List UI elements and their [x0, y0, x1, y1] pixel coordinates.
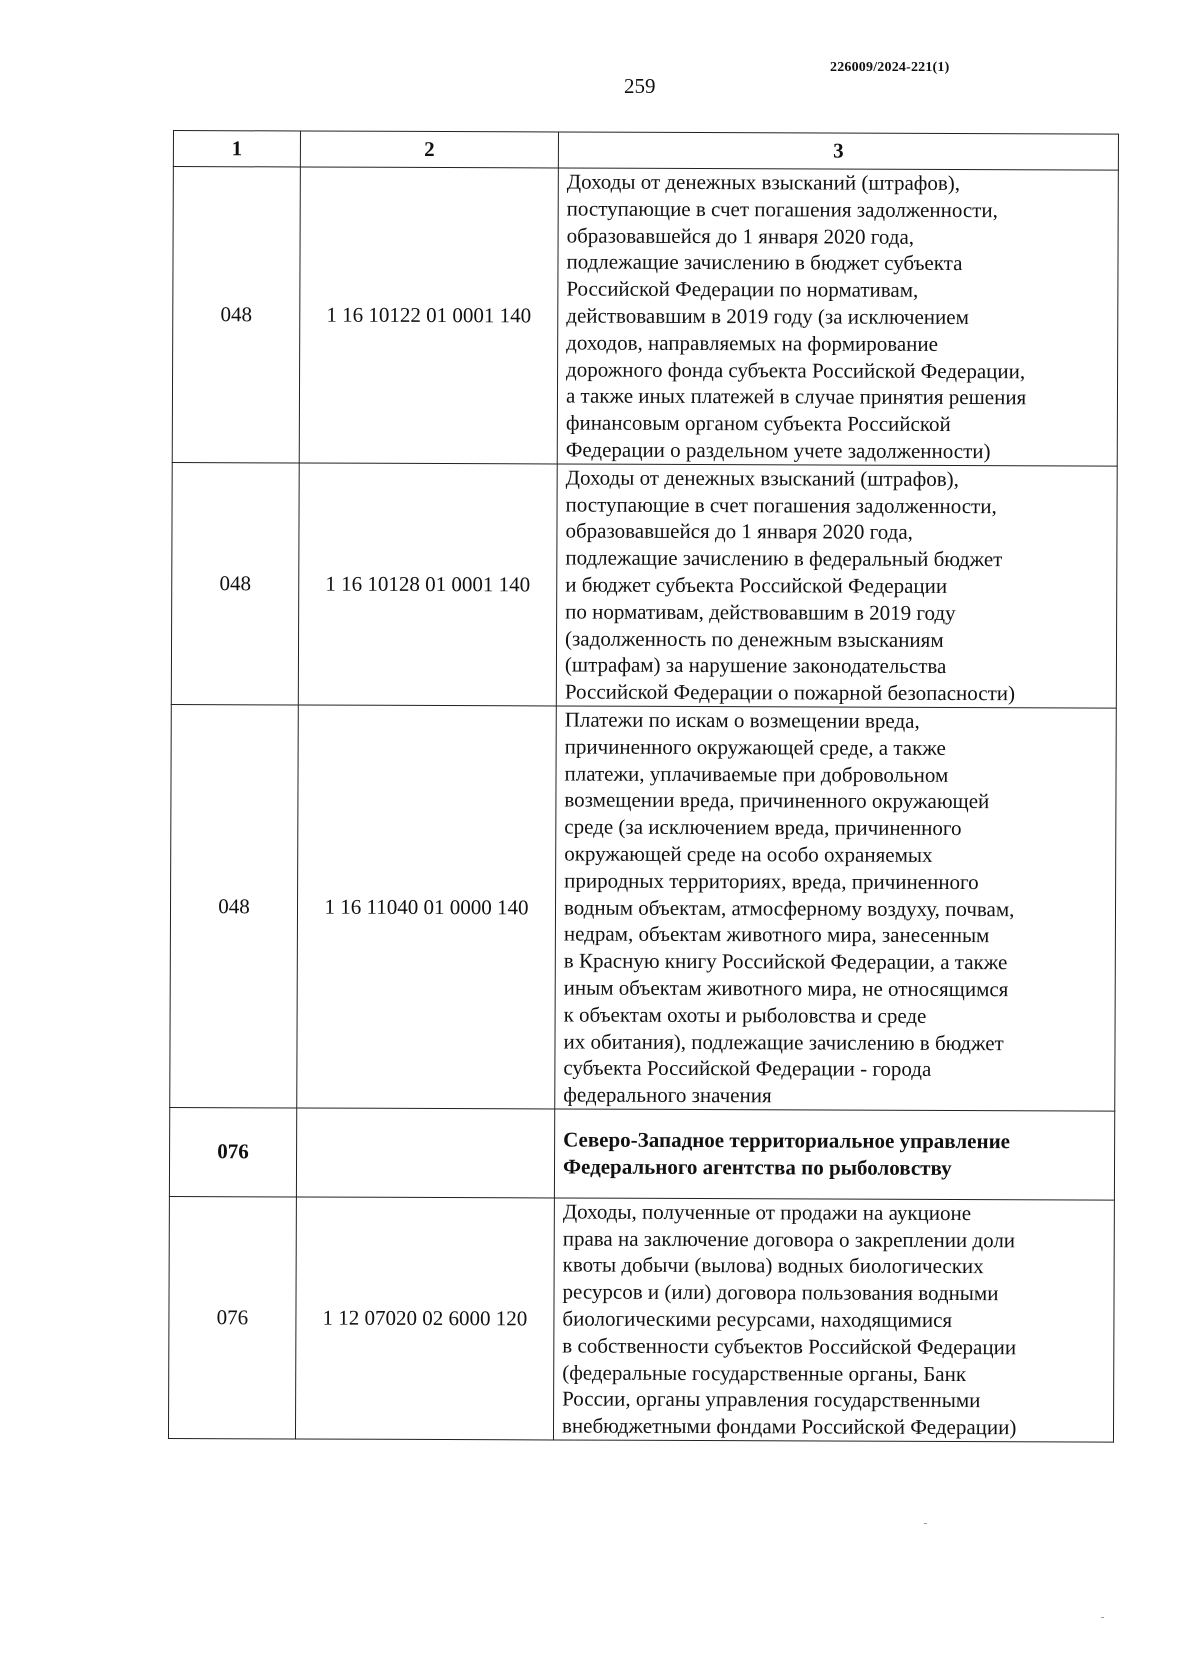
description-line: водным объектам, атмосферному воздуху, почвам, [563, 895, 1015, 921]
description-line: России, органы управления государственными [562, 1386, 981, 1413]
document-registration-number: 226009/2024-221(1) [830, 60, 950, 75]
description-line: Северо-Западное территориальное управление [563, 1127, 1011, 1154]
description-line: дорожного фонда субъекта Российской Федерации, [566, 357, 1026, 383]
description-line: и бюджет субъекта Российской Федерации [565, 572, 948, 598]
page-number: 259 [624, 74, 656, 98]
description-line: причиненного окружающей среде, а также [564, 734, 946, 760]
description-line: окружающей среде на особо охраняемых [564, 841, 933, 867]
description-line: Федерального агентства по рыболовству [562, 1154, 952, 1180]
description-line: Доходы от денежных взысканий (штрафов), [565, 465, 959, 491]
description-line: природных территориях, вреда, причиненного [564, 868, 979, 894]
description-line: действовавшим в 2019 году (за исключением [566, 303, 969, 330]
administrator-code-cell: 048 [172, 167, 300, 463]
description-line: в Красную книгу Российской Федерации, а также [563, 948, 1008, 975]
scan-artifact [924, 1523, 927, 1524]
budget-classification-code-cell: 1 16 10122 01 0001 140 [299, 167, 558, 464]
description-line: возмещении вреда, причиненного окружающей [564, 787, 990, 814]
description-line: Доходы, полученные от продажи на аукционе [562, 1199, 972, 1225]
description-line: ресурсов и (или) договора пользования водными [562, 1279, 999, 1306]
description-line: (задолженность по денежным взысканиям [565, 626, 944, 652]
revenue-description-cell [557, 168, 1118, 466]
table-row [172, 167, 1118, 466]
description-line: а также иных платежей в случае принятия решения [565, 383, 1027, 410]
description-line: Российской Федерации по нормативам, [566, 276, 919, 303]
description-line: внебюджетными фондами Российской Федерации) [561, 1413, 1017, 1440]
description-line: Федерации о раздельном учете задолженности) [565, 437, 991, 464]
description-line: к объектам охоты и рыболовства и среде [563, 1002, 927, 1028]
description-line: Российской Федерации о пожарной безопасности) [564, 679, 1016, 706]
table-body [168, 167, 1118, 1443]
column-header-1: 1 [173, 131, 300, 167]
administrator-code-cell: 048 [170, 704, 299, 1107]
description-line: образовавшейся до 1 января 2020 года, [566, 223, 915, 249]
description-line: права на заключение договора о закреплении доли [562, 1226, 1016, 1252]
scan-artifact [1101, 1617, 1104, 1618]
table-section-heading-row [169, 1107, 1114, 1200]
budget-classification-code-cell: 1 16 11040 01 0000 140 [297, 705, 557, 1109]
description-line: иным объектам животного мира, не относящимся [563, 975, 1009, 1002]
table-row [168, 1196, 1114, 1442]
description-line: образовавшейся до 1 января 2020 года, [565, 518, 913, 545]
budget-classification-code-cell [296, 1108, 554, 1198]
description-line: по нормативам, действовавшим в 2019 году [565, 599, 956, 625]
description-line: субъекта Российской Федерации - города [563, 1055, 932, 1082]
description-line: (федеральные государственные органы, Банк [562, 1360, 967, 1386]
budget-classification-code-cell: 1 16 10128 01 0001 140 [298, 463, 557, 706]
description-line: (штрафам) за нарушение законодательства [564, 652, 947, 679]
column-header-3: 3 [558, 132, 1118, 170]
description-line: поступающие в счет погашения задолженности, [566, 196, 998, 222]
budget-classification-table [168, 130, 1119, 1443]
description-line: поступающие в счет погашения задолженности, [565, 492, 997, 518]
description-line: подлежащие зачислению в федеральный бюджет [565, 545, 1003, 572]
administrator-code-cell: 048 [171, 462, 299, 705]
revenue-description-cell [554, 1109, 1114, 1200]
revenue-description-cell [555, 706, 1117, 1111]
description-line: среде (за исключением вреда, причиненного [564, 814, 962, 841]
revenue-description-cell [553, 1198, 1114, 1442]
description-line: Платежи по искам о возмещении вреда, [564, 707, 920, 733]
budget-classification-code-cell: 1 12 07020 02 6000 120 [295, 1197, 554, 1440]
table-row [171, 462, 1117, 708]
administrator-code-cell: 076 [168, 1196, 296, 1439]
description-line: биологическими ресурсами, находящимися [562, 1306, 953, 1333]
description-line: подлежащие зачислению в бюджет субъекта [566, 249, 963, 276]
description-line: доходов, направляемых на формирование [566, 330, 939, 356]
column-header-2: 2 [300, 131, 558, 168]
table-header-row [173, 131, 1118, 171]
revenue-description-cell [556, 464, 1117, 708]
description-line: недрам, объектам животного мира, занесенным [563, 921, 990, 948]
description-line: квоты добычи (вылова) водных биологических [562, 1252, 984, 1279]
description-line: их обитания), подлежащие зачислению в бюджет [563, 1029, 1004, 1055]
description-line: платежи, уплачиваемые при добровольном [564, 761, 949, 787]
description-line: федерального значения [563, 1082, 772, 1108]
description-line: в собственности субъектов Российской Федерации [562, 1333, 1017, 1360]
description-line: финансовым органом субъекта Российской [565, 410, 951, 437]
table-row [170, 704, 1117, 1111]
administrator-code-cell: 076 [169, 1107, 296, 1196]
description-line: Доходы от денежных взысканий (штрафов), [566, 169, 961, 196]
